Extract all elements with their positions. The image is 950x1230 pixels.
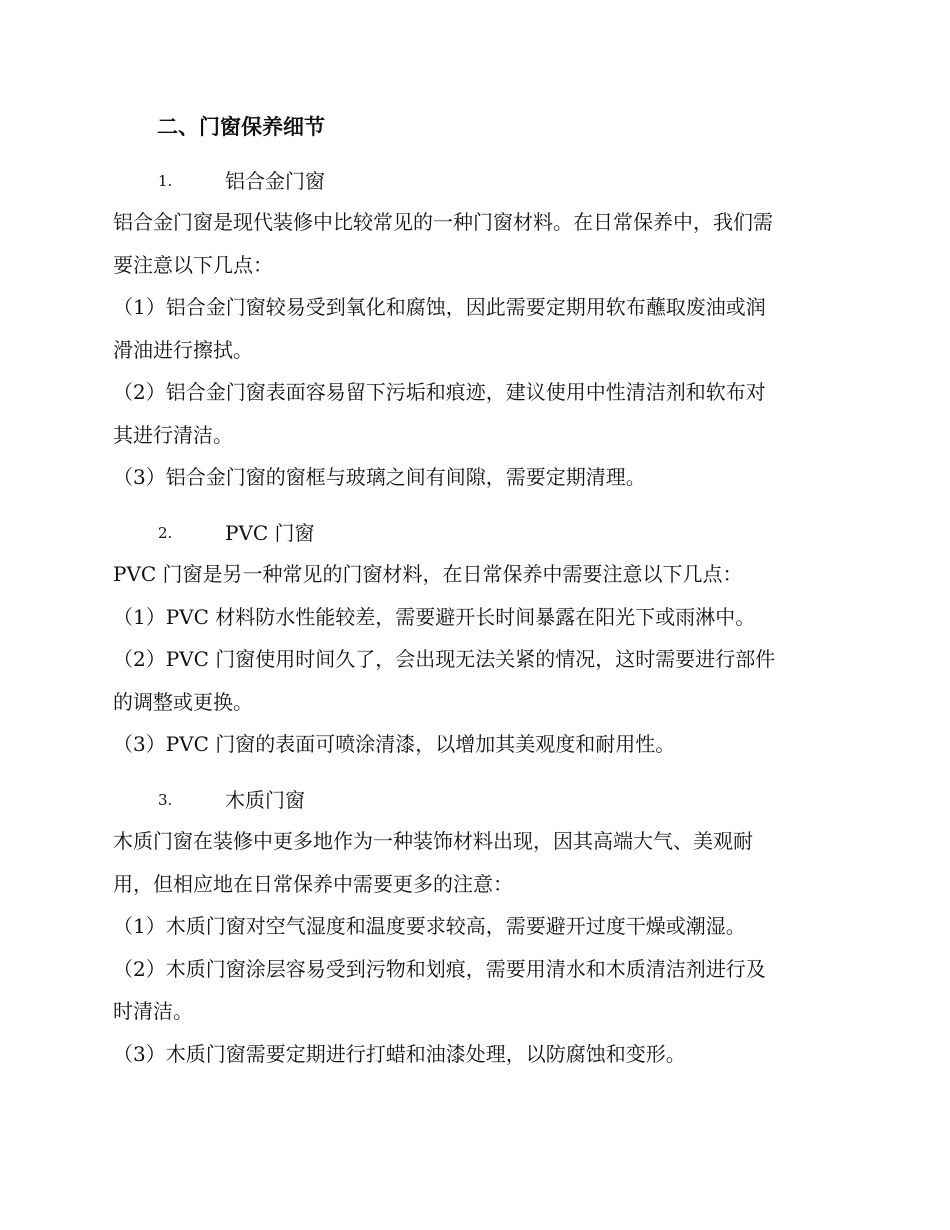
subsection-number: 2. [158, 524, 173, 542]
intro-line: 铝合金门窗是现代装修中比较常见的一种门窗材料。在日常保养中，我们需 [113, 210, 773, 234]
subsection-number: 3. [158, 791, 173, 809]
intro-line: 用，但相应地在日常保养中需要更多的注意： [113, 871, 513, 896]
list-item-line: （3）铝合金门窗的窗框与玻璃之间有间隙，需要定期清理。 [113, 465, 646, 489]
intro-line: 要注意以下几点： [113, 252, 273, 277]
subsection-number: 1. [158, 172, 173, 190]
list-item-line: 滑油进行擦拭。 [113, 337, 253, 362]
list-item-line: 的调整或更换。 [113, 689, 253, 714]
list-item-line: 其进行清洁。 [113, 422, 233, 447]
intro-line: PVC 门窗是另一种常见的门窗材料，在日常保养中需要注意以下几点： [113, 562, 743, 586]
subsection-header [113, 780, 843, 820]
list-item-line: （2）木质门窗涂层容易受到污物和划痕，需要用清水和木质清洁剂进行及 [113, 956, 766, 981]
list-item-line: （1）铝合金门窗较易受到氧化和腐蚀，因此需要定期用软布蘸取废油或润 [113, 295, 766, 319]
intro-line: 木质门窗在装修中更多地作为一种装饰材料出现，因其高端大气、美观耐 [113, 829, 753, 853]
section-pvc [113, 513, 843, 766]
list-item-line: （2）PVC 门窗使用时间久了，会出现无法关紧的情况，这时需要进行部件 [113, 647, 776, 671]
list-item-line: （1）PVC 材料防水性能较差，需要避开长时间暴露在阳光下或雨淋中。 [113, 604, 756, 629]
section-heading: 二、门窗保养细节 [157, 114, 325, 139]
section-wood [113, 780, 843, 1075]
section-aluminum [113, 161, 843, 499]
list-item-line: （3）PVC 门窗的表面可喷涂清漆，以增加其美观度和耐用性。 [113, 732, 676, 756]
list-item-line: 时清洁。 [113, 999, 193, 1023]
subsection-title: PVC 门窗 [225, 521, 315, 545]
subsection-header [113, 161, 843, 201]
subsection-title: 铝合金门窗 [225, 169, 325, 193]
list-item-line: （2）铝合金门窗表面容易留下污垢和痕迹，建议使用中性清洁剂和软布对 [113, 380, 766, 404]
list-item-line: （1）木质门窗对空气湿度和温度要求较高，需要避开过度干燥或潮湿。 [113, 914, 746, 938]
list-item-line: （3）木质门窗需要定期进行打蜡和油漆处理，以防腐蚀和变形。 [113, 1041, 686, 1066]
subsection-header [113, 513, 843, 553]
subsection-title: 木质门窗 [225, 788, 305, 812]
